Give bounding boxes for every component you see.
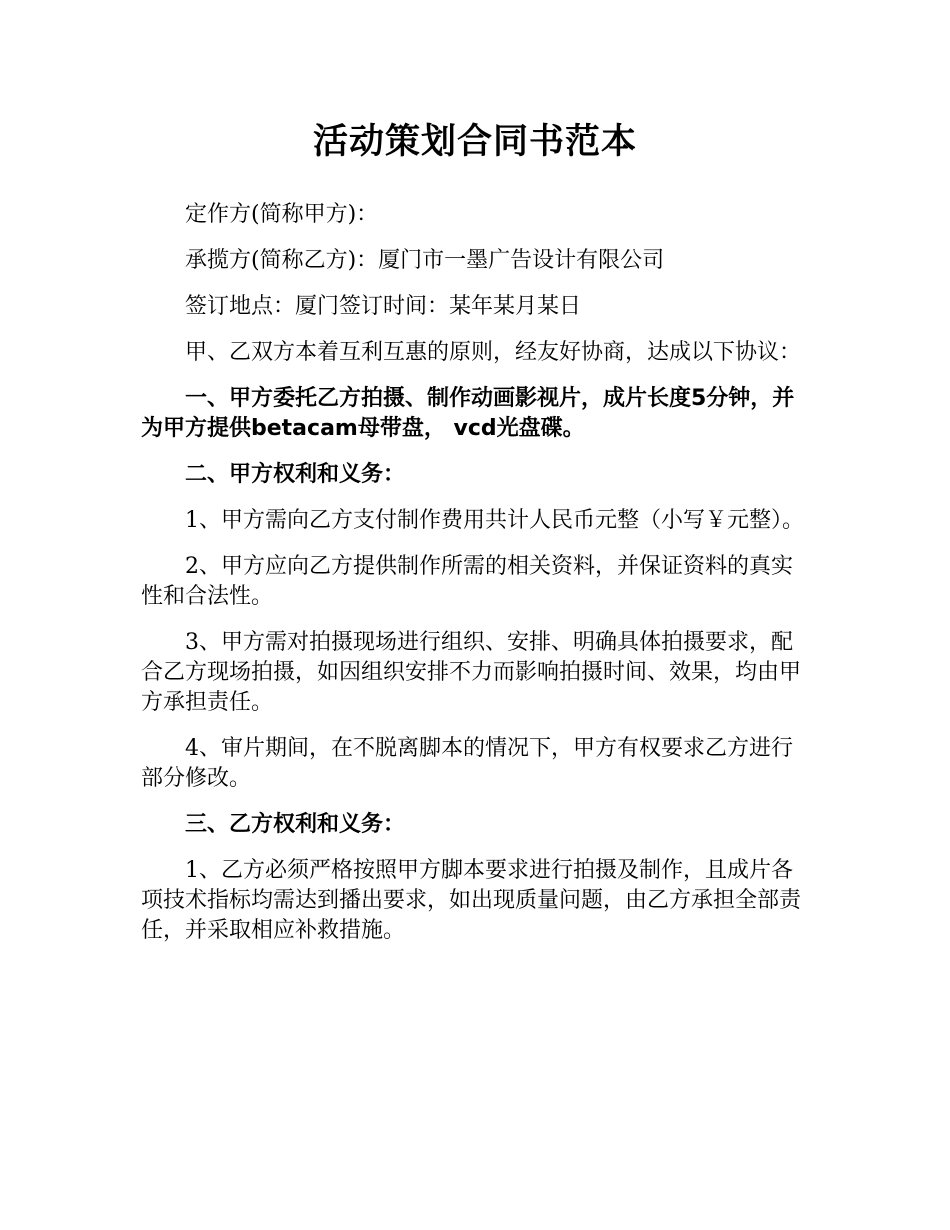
party-a-item-1: 1、甲方需向乙方支付制作费用共计人民币元整（小写￥元整）。 [185, 508, 804, 533]
signing-info-line: 签订地点：厦门签订时间：某年某月某日 [185, 294, 582, 319]
document-title: 活动策划合同书范本 [312, 122, 637, 162]
party-b-line: 承揽方(简称乙方)：厦门市一墨广告设计有限公司 [185, 248, 665, 273]
party-a-item-2: 2、甲方应向乙方提供制作所需的相关资料，并保证资料的真实性和合法性。 [141, 554, 793, 609]
document-body [141, 200, 813, 962]
clause-one-paragraph: 一、甲方委托乙方拍摄、制作动画影视片，成片长度5分钟，并为甲方提供betacam母带盘， vcd光盘碟。 [141, 386, 795, 441]
party-a-item-3: 3、甲方需对拍摄现场进行组织、安排、明确具体拍摄要求，配合乙方现场拍摄，如因组织安排不力而影响拍摄时间、效果，均由甲方承担责任。 [141, 630, 802, 715]
party-a-line: 定作方(简称甲方)： [185, 202, 379, 227]
party-a-item-4: 4、审片期间，在不脱离脚本的情况下，甲方有权要求乙方进行部分修改。 [141, 736, 793, 791]
section-two-heading: 二、甲方权利和义务： [185, 462, 406, 487]
preamble-paragraph: 甲、乙双方本着互利互惠的原则，经友好协商，达成以下协议： [185, 340, 802, 365]
party-b-item-1: 1、乙方必须严格按照甲方脚本要求进行拍摄及制作，且成片各项技术指标均需达到播出要求，如出现质量问题，由乙方承担全部责任，并采取相应补救措施。 [141, 858, 802, 943]
section-three-heading: 三、乙方权利和义务： [185, 812, 406, 837]
